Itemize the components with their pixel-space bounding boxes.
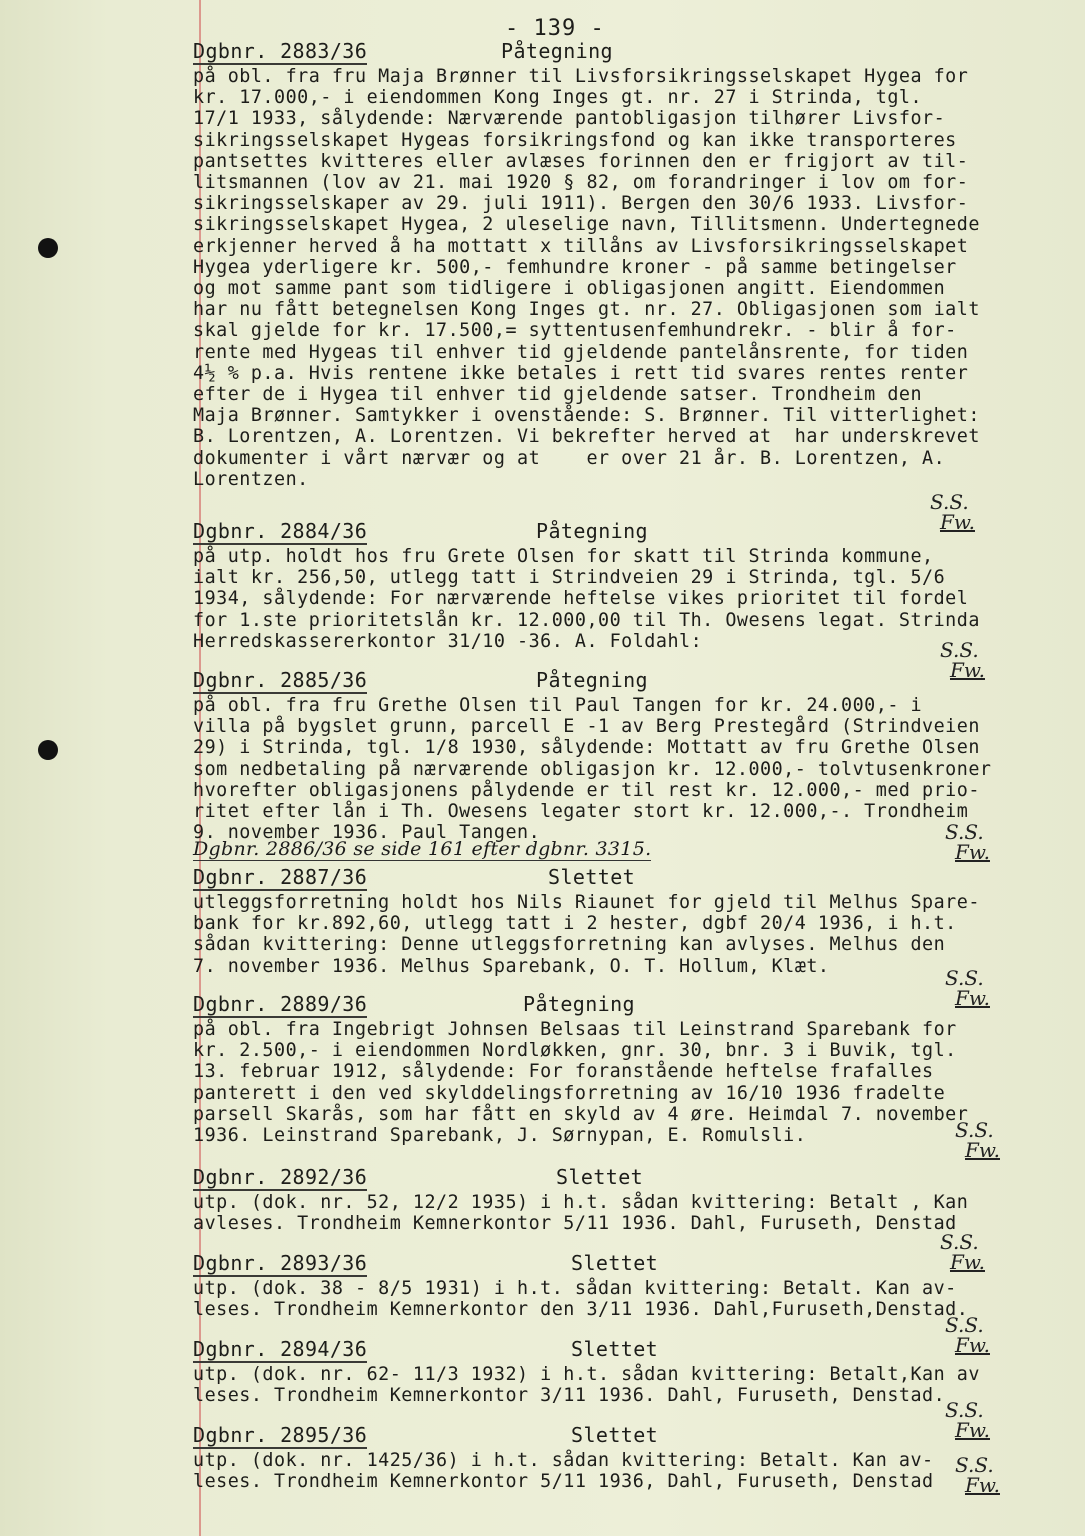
- entry-text-line: panterett i den ved skylddelingsforretning av 16/10 1936 fradelte: [193, 1082, 946, 1104]
- signature-mark: Fw.: [940, 510, 975, 534]
- entry-number: Dgbnr. 2884/36: [193, 519, 368, 543]
- entry-text-line: skal gjelde for kr. 17.500,= syttentusenfemhundrekr. - blir å for-: [193, 320, 957, 342]
- entry-text-line: utp. (dok. nr. 1425/36) i h.t. sådan kvittering: Betalt. Kan av-: [193, 1450, 934, 1471]
- entry-text-line: leses. Trondheim Kemnerkontor 5/11 1936, Dahl, Furuseth, Denstad: [193, 1471, 934, 1493]
- entry-text-line: sikringsselskapet Hygeas forsikringsfond og kan ikke transporteres: [193, 129, 957, 151]
- initials-signature: [945, 822, 990, 862]
- entry-text-line: ritet efter lån i Th. Owesens legater stort kr. 12.000,-. Trondheim: [193, 801, 969, 823]
- entry-status: Påtegning: [501, 39, 613, 63]
- ledger-entry: [193, 1424, 1073, 1492]
- ledger-entry: [193, 1338, 1073, 1406]
- entry-status: Slettet: [571, 1251, 659, 1275]
- entry-text-line: ialt kr. 256,50, utlegg tatt i Strindveien 29 i Strinda, tgl. 5/6: [193, 567, 946, 589]
- ledger-entry: [193, 1166, 1073, 1234]
- handwritten-note: Dgbnr. 2886/36 se side 161 efter dgbnr. 3315.: [193, 838, 652, 860]
- entry-header: [193, 1424, 1073, 1450]
- signature-mark: Fw.: [955, 1418, 990, 1442]
- entry-header: [193, 993, 1073, 1019]
- signature-mark: S.S.: [955, 1453, 994, 1477]
- entry-text-line: på obl. fra Ingebrigt Johnsen Belsaas til Leinstrand Sparebank for: [193, 1019, 957, 1040]
- entry-status: Slettet: [548, 865, 636, 889]
- entry-text-line: villa på bygslet grunn, parcell E -1 av Berg Prestegård (Strindveien: [193, 716, 980, 738]
- entry-text-line: Maja Brønner. Samtykker i ovenstående: S. Brønner. Til vitterlighet:: [193, 405, 980, 427]
- signature-mark: S.S.: [955, 1118, 994, 1142]
- entry-text-line: pantsettes kvitteres eller avlæses forinnen den er frigjort av til-: [193, 150, 969, 172]
- entry-text-line: har nu fått betegnelsen Kong Inges gt. nr. 27. Obligasjonen som ialt: [193, 299, 980, 321]
- signature-mark: S.S.: [945, 820, 984, 844]
- ledger-entry: [193, 993, 1073, 1146]
- ledger-entry: [193, 40, 1073, 490]
- entry-status: Påtegning: [523, 992, 635, 1016]
- entry-text-line: 9. november 1936. Paul Tangen.: [193, 822, 541, 844]
- entry-text-line: leses. Trondheim Kemnerkontor den 3/11 1936. Dahl,Furuseth,Denstad.: [193, 1299, 969, 1321]
- entry-text-line: erkjenner herved å ha mottatt x tillåns av Livsforsikringsselskapet: [193, 235, 969, 257]
- entry-text-line: B. Lorentzen, A. Lorentzen. Vi bekrefter herved at har underskrevet: [193, 426, 980, 448]
- entry-number: Dgbnr. 2892/36: [193, 1165, 368, 1189]
- entry-text-line: for 1.ste prioritetslån kr. 12.000,00 til Th. Owesens legat. Strinda: [193, 609, 980, 631]
- entry-number: Dgbnr. 2887/36: [193, 865, 368, 889]
- signature-mark: S.S.: [930, 490, 969, 514]
- initials-signature: [945, 968, 990, 1008]
- entry-text-line: parsell Skarås, som har fått en skyld av 4 øre. Heimdal 7. november: [193, 1103, 969, 1125]
- entry-text-line: på obl. fra fru Maja Brønner til Livsforsikringsselskapet Hygea for: [193, 66, 969, 87]
- ledger-entry: [193, 520, 1073, 652]
- entry-text-line: leses. Trondheim Kemnerkontor 3/11 1936. Dahl, Furuseth, Denstad.: [193, 1385, 946, 1407]
- signature-mark: Fw.: [955, 1333, 990, 1357]
- entry-text-line: på utp. holdt hos fru Grete Olsen for skatt til Strinda kommune,: [193, 546, 934, 567]
- entry-text-line: hvorefter obligasjonens pålydende er til rest kr. 12.000,- med prio-: [193, 779, 980, 801]
- entry-text-line: rente med Hygeas til enhver tid gjeldende pantelånsrente, for tiden: [193, 341, 969, 363]
- entry-number: Dgbnr. 2893/36: [193, 1251, 368, 1275]
- signature-mark: Fw.: [965, 1473, 1000, 1497]
- entry-text-line: bank for kr.892,60, utlegg tatt i 2 hester, dgbf 20/4 1936, i h.t.: [193, 913, 957, 935]
- signature-mark: S.S.: [940, 1230, 979, 1254]
- initials-signature: [955, 1455, 1000, 1495]
- entry-status: Slettet: [556, 1165, 644, 1189]
- entry-status: Slettet: [571, 1337, 659, 1361]
- entry-text-line: utleggsforretning holdt hos Nils Riaunet for gjeld til Melhus Spare-: [193, 892, 980, 913]
- signature-mark: Fw.: [955, 986, 990, 1010]
- entry-number: Dgbnr. 2895/36: [193, 1423, 368, 1447]
- signature-mark: S.S.: [945, 1398, 984, 1422]
- entry-text-line: utp. (dok. 38 - 8/5 1931) i h.t. sådan kvittering: Betalt. Kan av-: [193, 1278, 957, 1299]
- signature-mark: S.S.: [945, 1313, 984, 1337]
- entry-text-line: 7. november 1936. Melhus Sparebank, O. T. Hollum, Klæt.: [193, 955, 830, 977]
- entry-text-line: sikringsselskapet Hygea, 2 uleselige navn, Tillitsmenn. Undertegnede: [193, 214, 980, 236]
- entry-text-line: avleses. Trondheim Kemnerkontor 5/11 1936. Dahl, Furuseth, Denstad: [193, 1213, 957, 1235]
- entry-text-line: sikringsselskaper av 29. juli 1911). Bergen den 30/6 1933. Livsfor-: [193, 193, 969, 215]
- punch-hole: [38, 740, 58, 760]
- page-number: - 139 -: [505, 16, 605, 41]
- signature-mark: Fw.: [950, 658, 985, 682]
- signature-mark: Fw.: [950, 1250, 985, 1274]
- entry-text-line: 17/1 1933, sålydende: Nærværende pantobligasjon tilhører Livsfor-: [193, 108, 946, 130]
- entry-status: Slettet: [571, 1423, 659, 1447]
- entry-text-line: som nedbetaling på nærværende obligasjon kr. 12.000,- tolvtusenkroner: [193, 758, 992, 780]
- initials-signature: [940, 1232, 985, 1272]
- entry-number: Dgbnr. 2883/36: [193, 39, 368, 63]
- entry-text-line: og mot samme pant som tidligere i obligasjonen angitt. Eiendommen: [193, 278, 946, 300]
- initials-signature: [945, 1400, 990, 1440]
- entry-header: [193, 40, 1073, 66]
- entry-status: Påtegning: [536, 668, 648, 692]
- entry-text-line: Hygea yderligere kr. 500,- femhundre kroner - på samme betingelser: [193, 256, 957, 278]
- entry-text-line: 1936. Leinstrand Sparebank, J. Sørnypan, E. Romulsli.: [193, 1125, 807, 1147]
- entry-header: [193, 1338, 1073, 1364]
- entry-text-line: 29) i Strinda, tgl. 1/8 1930, sålydende: Mottatt av fru Grethe Olsen: [193, 737, 980, 759]
- entry-number: Dgbnr. 2889/36: [193, 992, 368, 1016]
- signature-mark: Fw.: [955, 840, 990, 864]
- entry-text-line: 4½ % p.a. Hvis rentene ikke betales i rett tid svares rentes renter: [193, 362, 969, 384]
- entry-text-line: på obl. fra fru Grethe Olsen til Paul Tangen for kr. 24.000,- i: [193, 695, 923, 716]
- entry-text-line: 13. februar 1912, sålydende: For foranstående heftelse frafalles: [193, 1061, 934, 1083]
- entry-text-line: Lorentzen.: [193, 468, 309, 490]
- entry-text-line: sådan kvittering: Denne utleggsforretning kan avlyses. Melhus den: [193, 934, 946, 956]
- entry-header: [193, 866, 1073, 892]
- entry-text-line: efter de i Hygea til enhver tid gjeldende satser. Trondheim den: [193, 384, 923, 406]
- signature-mark: S.S.: [945, 966, 984, 990]
- entry-text-line: utp. (dok. nr. 52, 12/2 1935) i h.t. sådan kvittering: Betalt , Kan: [193, 1192, 969, 1213]
- signature-mark: Fw.: [965, 1138, 1000, 1162]
- entry-number: Dgbnr. 2894/36: [193, 1337, 368, 1361]
- entry-text-line: dokumenter i vårt nærvær og at er over 21 år. B. Lorentzen, A.: [193, 447, 946, 469]
- initials-signature: [955, 1120, 1000, 1160]
- entry-status: Påtegning: [536, 519, 648, 543]
- entry-text-line: litsmannen (lov av 21. mai 1920 § 82, om forandringer i lov om for-: [193, 172, 969, 194]
- punch-hole: [38, 238, 58, 258]
- initials-signature: [945, 1315, 990, 1355]
- entry-text-line: utp. (dok. nr. 62- 11/3 1932) i h.t. sådan kvittering: Betalt,Kan av: [193, 1364, 980, 1385]
- initials-signature: [930, 492, 975, 532]
- entry-text-line: kr. 17.000,- i eiendommen Kong Inges gt. nr. 27 i Strinda, tgl.: [193, 87, 923, 109]
- signature-mark: S.S.: [940, 638, 979, 662]
- ledger-entry: [193, 669, 1073, 843]
- initials-signature: [940, 640, 985, 680]
- entry-text-line: kr. 2.500,- i eiendommen Nordløkken, gnr. 30, bnr. 3 i Buvik, tgl.: [193, 1040, 957, 1062]
- entry-header: [193, 1166, 1073, 1192]
- entry-number: Dgbnr. 2885/36: [193, 668, 368, 692]
- entry-text-line: 1934, sålydende: For nærværende heftelse vikes prioritet til fordel: [193, 588, 969, 610]
- entry-text-line: Herredskassererkontor 31/10 -36. A. Foldahl:: [193, 630, 703, 652]
- ledger-entry: [193, 866, 1073, 977]
